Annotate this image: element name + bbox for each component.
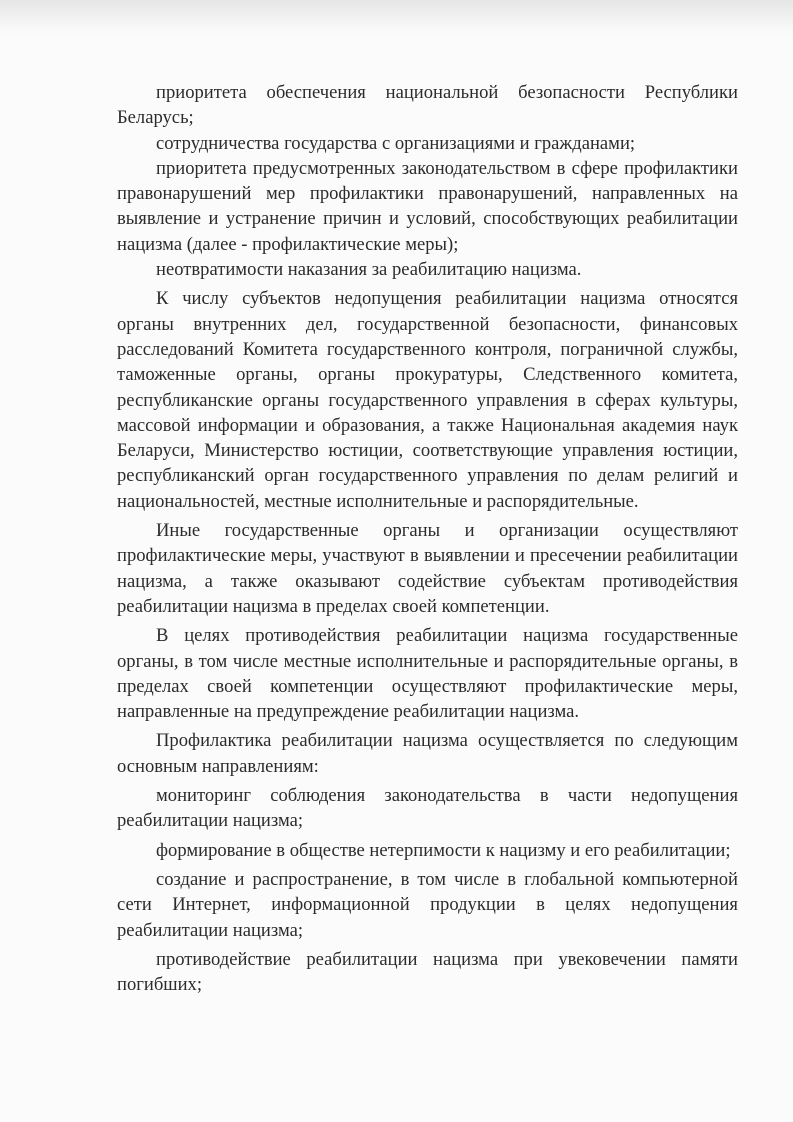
- document-body: [117, 80, 738, 997]
- scan-shadow: [0, 0, 793, 30]
- paragraph-subjects: К числу субъектов недопущения реабилитации нацизма относятся органы внутренних дел, государственной безопасности, финансовых расследований Комитета государственного контроля, пограничной службы, таможенные органы, органы прокуратуры, Следственного комитета, республиканские органы государственного управления в сферах культуры, массовой информации и образования, а также Национальная академия наук Беларуси, Министерство юстиции, соответствующие управления юстиции, республиканский орган государственного управления по делам религий и национальностей, местные исполнительные и распорядительные.: [117, 288, 738, 512]
- paragraph-prevention-directions: Профилактика реабилитации нацизма осуществляется по следующим основным направлениям:: [117, 730, 738, 777]
- paragraph-inevitability: неотвратимости наказания за реабилитацию нацизма.: [156, 259, 582, 281]
- paragraph-cooperation: сотрудничества государства с организациями и гражданами;: [156, 132, 636, 154]
- paragraph-monitoring: мониторинг соблюдения законодательства в части недопущения реабилитации нацизма;: [117, 785, 738, 832]
- paragraph-other-bodies: Иные государственные органы и организации осуществляют профилактические меры, участвуют в выявлении и пресечении реабилитации нацизма, а также оказывают содействие субъектам противодействия реабилитации нацизма в пределах своей компетенции.: [117, 520, 738, 617]
- paragraph-information-products: создание и распространение, в том числе в глобальной компьютерной сети Интернет, информационной продукции в целях недопущения реабилитации нацизма;: [117, 868, 738, 941]
- paragraph-memory: противодействие реабилитации нацизма при увековечении памяти погибших;: [117, 948, 738, 996]
- paragraph-intolerance: формирование в обществе нетерпимости к нацизму и его реабилитации;: [156, 839, 731, 861]
- paragraph-priority-prevention: приоритета предусмотренных законодательством в сфере профилактики правонарушений мер профилактики правонарушений, направленных на выявление и устранение причин и условий, способствующих реабилитации нацизма (далее - профилактические меры);: [117, 157, 738, 255]
- paragraph-counteraction: В целях противодействия реабилитации нацизма государственные органы, в том числе местные исполнительные и распорядительные органы, в пределах своей компетенции осуществляют профилактические меры, направленные на предупреждение реабилитации нацизма.: [117, 625, 738, 723]
- paragraph-priority-security: приоритета обеспечения национальной безопасности Республики Беларусь;: [117, 82, 738, 129]
